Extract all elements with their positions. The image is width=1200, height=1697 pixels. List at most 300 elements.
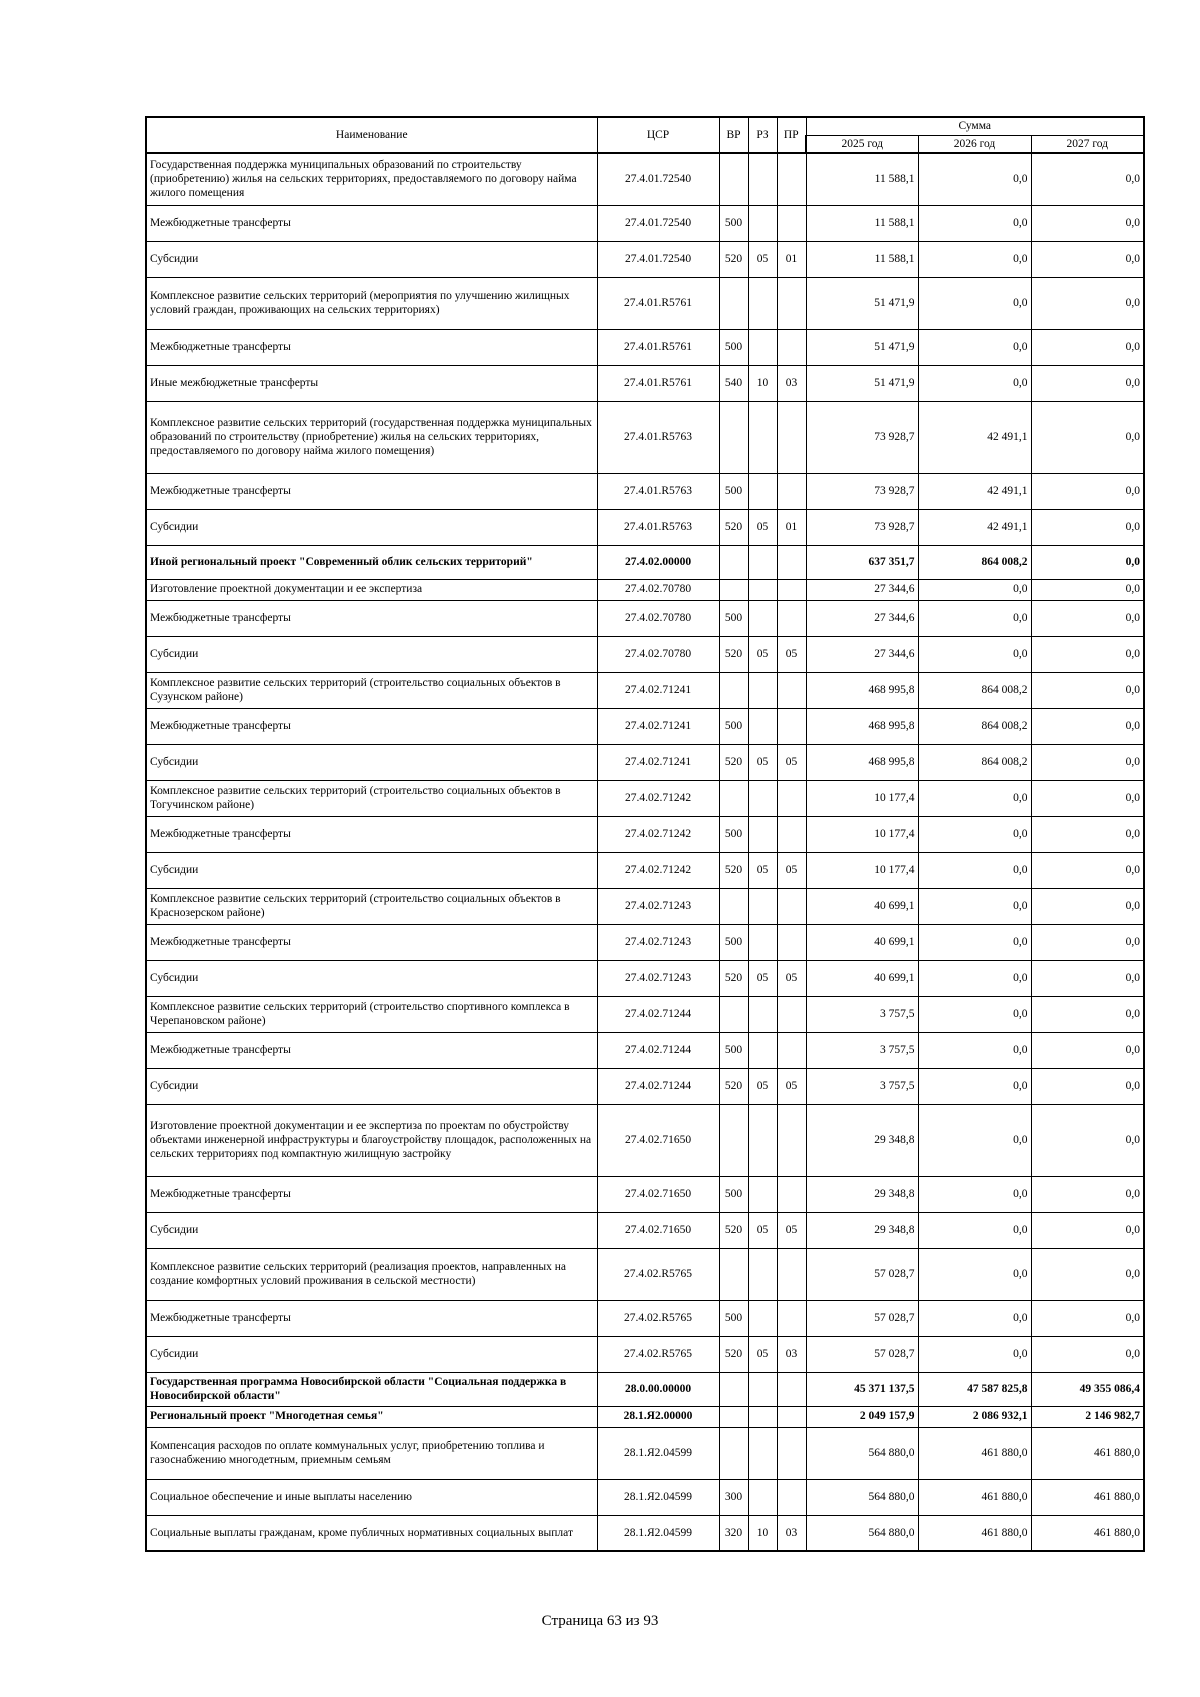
cell-vr: 520 [719,960,748,996]
header-pr: ПР [777,117,806,153]
cell-rz: 10 [748,365,777,401]
cell-y2027: 0,0 [1031,636,1144,672]
cell-y2026: 0,0 [918,1212,1031,1248]
cell-rz: 05 [748,1336,777,1372]
table-row [146,996,1144,1032]
cell-vr: 500 [719,1032,748,1068]
cell-y2025: 57 028,7 [806,1336,918,1372]
cell-vr [719,579,748,600]
cell-name: Социальное обеспечение и иные выплаты населению [146,1479,597,1515]
cell-vr: 520 [719,744,748,780]
cell-name: Субсидии [146,509,597,545]
cell-y2025: 73 928,7 [806,509,918,545]
cell-y2026: 461 880,0 [918,1427,1031,1479]
cell-pr [777,996,806,1032]
cell-csr: 27.4.01.72540 [597,205,719,241]
cell-rz: 05 [748,744,777,780]
cell-name: Комплексное развитие сельских территорий (строительство социальных объектов в Тогучинском районе) [146,780,597,816]
cell-y2027: 0,0 [1031,672,1144,708]
cell-y2027: 0,0 [1031,852,1144,888]
cell-rz [748,672,777,708]
cell-name: Субсидии [146,1336,597,1372]
cell-y2025: 10 177,4 [806,780,918,816]
cell-y2026: 0,0 [918,1248,1031,1300]
cell-y2027: 0,0 [1031,329,1144,365]
cell-y2025: 29 348,8 [806,1212,918,1248]
cell-csr: 27.4.02.70780 [597,600,719,636]
table-row [146,816,1144,852]
cell-name: Комплексное развитие сельских территорий (строительство социальных объектов в Краснозерском районе) [146,888,597,924]
cell-name: Иные межбюджетные трансферты [146,365,597,401]
cell-vr: 500 [719,924,748,960]
cell-pr [777,473,806,509]
cell-csr: 27.4.02.71244 [597,1068,719,1104]
cell-vr: 500 [719,205,748,241]
cell-csr: 27.4.02.71241 [597,708,719,744]
cell-name: Межбюджетные трансферты [146,1300,597,1336]
table-row [146,1372,1144,1406]
header-year-2027: 2027 год [1031,135,1144,153]
cell-y2026: 864 008,2 [918,545,1031,579]
cell-rz [748,1248,777,1300]
cell-y2027: 0,0 [1031,205,1144,241]
header-year-2025: 2025 год [806,135,918,153]
header-rz: РЗ [748,117,777,153]
cell-y2025: 564 880,0 [806,1427,918,1479]
table-row [146,1300,1144,1336]
cell-y2027: 0,0 [1031,1032,1144,1068]
cell-name: Субсидии [146,636,597,672]
cell-y2025: 11 588,1 [806,153,918,205]
table-row [146,579,1144,600]
cell-csr: 27.4.02.71244 [597,996,719,1032]
cell-y2025: 3 757,5 [806,1032,918,1068]
cell-y2025: 2 049 157,9 [806,1406,918,1427]
cell-y2026: 0,0 [918,996,1031,1032]
cell-y2027: 0,0 [1031,1248,1144,1300]
cell-vr [719,545,748,579]
cell-vr: 500 [719,816,748,852]
cell-y2025: 73 928,7 [806,473,918,509]
table-row [146,1068,1144,1104]
cell-csr: 27.4.02.70780 [597,579,719,600]
cell-y2027: 0,0 [1031,924,1144,960]
cell-pr: 01 [777,241,806,277]
cell-y2025: 51 471,9 [806,329,918,365]
table-row [146,708,1144,744]
cell-vr: 520 [719,241,748,277]
cell-y2025: 57 028,7 [806,1248,918,1300]
cell-csr: 27.4.02.00000 [597,545,719,579]
table-row [146,852,1144,888]
cell-name: Межбюджетные трансферты [146,1176,597,1212]
table-row [146,1248,1144,1300]
cell-y2026: 42 491,1 [918,473,1031,509]
cell-y2027: 0,0 [1031,545,1144,579]
cell-y2027: 0,0 [1031,960,1144,996]
cell-y2025: 29 348,8 [806,1176,918,1212]
cell-pr: 03 [777,365,806,401]
cell-name: Иной региональный проект "Современный облик сельских территорий" [146,545,597,579]
cell-csr: 27.4.02.71243 [597,888,719,924]
cell-y2027: 0,0 [1031,708,1144,744]
cell-y2026: 0,0 [918,1176,1031,1212]
cell-y2027: 0,0 [1031,365,1144,401]
cell-name: Комплексное развитие сельских территорий (строительство спортивного комплекса в Черепановском районе) [146,996,597,1032]
cell-rz [748,1479,777,1515]
cell-rz: 05 [748,509,777,545]
cell-y2025: 564 880,0 [806,1479,918,1515]
cell-y2027: 0,0 [1031,1176,1144,1212]
cell-pr: 05 [777,636,806,672]
cell-y2025: 10 177,4 [806,852,918,888]
cell-vr: 500 [719,473,748,509]
cell-vr: 520 [719,1068,748,1104]
cell-rz [748,579,777,600]
cell-y2027: 0,0 [1031,473,1144,509]
cell-vr: 520 [719,1336,748,1372]
cell-y2025: 10 177,4 [806,816,918,852]
cell-vr: 520 [719,509,748,545]
cell-pr [777,205,806,241]
cell-csr: 27.4.02.71243 [597,960,719,996]
cell-rz [748,888,777,924]
cell-name: Комплексное развитие сельских территорий (мероприятия по улучшению жилищных условий граждан, проживающих на сельских территориях) [146,277,597,329]
cell-csr: 27.4.02.R5765 [597,1336,719,1372]
table-row [146,1212,1144,1248]
table-row [146,1032,1144,1068]
cell-y2026: 0,0 [918,852,1031,888]
cell-y2027: 0,0 [1031,780,1144,816]
cell-y2026: 0,0 [918,780,1031,816]
cell-vr: 540 [719,365,748,401]
cell-y2026: 0,0 [918,1300,1031,1336]
cell-name: Межбюджетные трансферты [146,600,597,636]
cell-pr [777,1248,806,1300]
table-row [146,636,1144,672]
cell-y2025: 468 995,8 [806,708,918,744]
cell-y2025: 3 757,5 [806,1068,918,1104]
cell-csr: 27.4.02.R5765 [597,1248,719,1300]
cell-rz [748,329,777,365]
cell-pr: 01 [777,509,806,545]
cell-pr [777,1479,806,1515]
table-row [146,329,1144,365]
table-body [146,153,1144,1551]
cell-y2027: 461 880,0 [1031,1479,1144,1515]
cell-name: Комплексное развитие сельских территорий (государственная поддержка муниципальных образований по строительству (приобретение) жилья на сельских территориях, предоставляемого по договору найма жилого помещения) [146,401,597,473]
cell-pr: 05 [777,1068,806,1104]
cell-name: Субсидии [146,852,597,888]
cell-csr: 27.4.02.70780 [597,636,719,672]
cell-y2026: 461 880,0 [918,1479,1031,1515]
cell-y2025: 637 351,7 [806,545,918,579]
cell-pr [777,1406,806,1427]
table-row [146,365,1144,401]
cell-y2026: 0,0 [918,329,1031,365]
cell-rz: 05 [748,960,777,996]
cell-y2026: 0,0 [918,277,1031,329]
cell-y2026: 0,0 [918,365,1031,401]
cell-rz [748,153,777,205]
cell-y2025: 51 471,9 [806,365,918,401]
cell-y2027: 0,0 [1031,600,1144,636]
cell-vr [719,401,748,473]
cell-y2025: 11 588,1 [806,241,918,277]
cell-name: Межбюджетные трансферты [146,1032,597,1068]
table-row [146,780,1144,816]
cell-csr: 27.4.02.71244 [597,1032,719,1068]
cell-pr [777,579,806,600]
cell-y2027: 0,0 [1031,401,1144,473]
cell-pr [777,153,806,205]
cell-csr: 28.1.Я2.04599 [597,1479,719,1515]
cell-y2026: 864 008,2 [918,672,1031,708]
cell-pr [777,924,806,960]
cell-rz: 05 [748,636,777,672]
cell-y2027: 0,0 [1031,509,1144,545]
cell-name: Компенсация расходов по оплате коммунальных услуг, приобретению топлива и газоснабжению многодетным, приемным семьям [146,1427,597,1479]
cell-y2027: 461 880,0 [1031,1427,1144,1479]
cell-vr [719,1372,748,1406]
cell-pr [777,545,806,579]
table-row [146,401,1144,473]
cell-name: Изготовление проектной документации и ее экспертиза [146,579,597,600]
cell-y2025: 564 880,0 [806,1515,918,1551]
table-row [146,1176,1144,1212]
table-row [146,1479,1144,1515]
cell-pr [777,600,806,636]
cell-vr [719,1248,748,1300]
cell-vr: 500 [719,329,748,365]
cell-name: Государственная поддержка муниципальных образований по строительству (приобретению) жилья на сельских территориях, предоставляемого по договору найма жилого помещения [146,153,597,205]
cell-y2026: 0,0 [918,1068,1031,1104]
cell-vr [719,1104,748,1176]
table-row [146,1336,1144,1372]
cell-name: Субсидии [146,744,597,780]
cell-y2026: 864 008,2 [918,744,1031,780]
cell-pr [777,816,806,852]
table-row [146,241,1144,277]
cell-y2026: 0,0 [918,888,1031,924]
cell-pr [777,1427,806,1479]
cell-pr [777,1032,806,1068]
cell-y2025: 27 344,6 [806,579,918,600]
cell-csr: 27.4.01.R5763 [597,509,719,545]
cell-y2026: 0,0 [918,1336,1031,1372]
cell-name: Межбюджетные трансферты [146,708,597,744]
cell-rz: 05 [748,241,777,277]
cell-y2025: 40 699,1 [806,888,918,924]
cell-rz: 05 [748,1212,777,1248]
cell-rz [748,1176,777,1212]
cell-vr: 500 [719,600,748,636]
cell-y2025: 3 757,5 [806,996,918,1032]
cell-y2026: 0,0 [918,205,1031,241]
cell-y2026: 0,0 [918,924,1031,960]
cell-y2027: 0,0 [1031,744,1144,780]
cell-name: Комплексное развитие сельских территорий (строительство социальных объектов в Сузунском районе) [146,672,597,708]
cell-pr [777,1176,806,1212]
cell-name: Межбюджетные трансферты [146,924,597,960]
cell-csr: 27.4.02.R5765 [597,1300,719,1336]
cell-rz [748,401,777,473]
cell-vr: 500 [719,1300,748,1336]
header-name: Наименование [146,117,597,153]
cell-rz [748,1372,777,1406]
cell-pr [777,780,806,816]
cell-vr [719,277,748,329]
cell-rz [748,996,777,1032]
cell-y2026: 0,0 [918,1104,1031,1176]
cell-rz [748,277,777,329]
cell-name: Субсидии [146,1212,597,1248]
cell-pr [777,1300,806,1336]
cell-y2025: 468 995,8 [806,744,918,780]
cell-csr: 27.4.01.72540 [597,153,719,205]
table-row [146,545,1144,579]
cell-pr: 05 [777,960,806,996]
cell-vr [719,153,748,205]
cell-y2026: 2 086 932,1 [918,1406,1031,1427]
table-row [146,1104,1144,1176]
cell-y2025: 11 588,1 [806,205,918,241]
cell-name: Субсидии [146,1068,597,1104]
cell-csr: 27.4.01.R5763 [597,473,719,509]
cell-y2027: 0,0 [1031,816,1144,852]
cell-csr: 27.4.01.R5763 [597,401,719,473]
cell-name: Межбюджетные трансферты [146,816,597,852]
cell-y2027: 0,0 [1031,888,1144,924]
table-row [146,1427,1144,1479]
cell-pr: 03 [777,1515,806,1551]
cell-vr: 500 [719,708,748,744]
cell-y2026: 47 587 825,8 [918,1372,1031,1406]
table-row [146,672,1144,708]
cell-y2025: 45 371 137,5 [806,1372,918,1406]
table-row [146,1406,1144,1427]
cell-name: Региональный проект "Многодетная семья" [146,1406,597,1427]
cell-pr [777,329,806,365]
cell-y2025: 40 699,1 [806,960,918,996]
cell-vr: 320 [719,1515,748,1551]
table-row [146,744,1144,780]
cell-vr [719,1406,748,1427]
cell-rz: 10 [748,1515,777,1551]
cell-vr [719,996,748,1032]
cell-csr: 27.4.01.72540 [597,241,719,277]
cell-vr: 520 [719,852,748,888]
cell-y2025: 57 028,7 [806,1300,918,1336]
cell-pr [777,888,806,924]
cell-csr: 28.1.Я2.00000 [597,1406,719,1427]
header-year-2026: 2026 год [918,135,1031,153]
cell-vr: 300 [719,1479,748,1515]
cell-pr [777,401,806,473]
cell-y2026: 42 491,1 [918,401,1031,473]
cell-name: Комплексное развитие сельских территорий (реализация проектов, направленных на создание комфортных условий проживания в сельской местности) [146,1248,597,1300]
cell-rz: 05 [748,852,777,888]
cell-pr [777,1372,806,1406]
cell-csr: 28.1.Я2.04599 [597,1427,719,1479]
cell-rz [748,708,777,744]
cell-rz [748,1406,777,1427]
cell-csr: 27.4.02.71650 [597,1212,719,1248]
cell-name: Межбюджетные трансферты [146,473,597,509]
budget-table [145,116,1145,1552]
cell-pr [777,277,806,329]
table-row [146,473,1144,509]
cell-pr: 05 [777,852,806,888]
header-sum: Сумма [806,117,1144,135]
cell-y2026: 0,0 [918,1032,1031,1068]
cell-y2026: 0,0 [918,241,1031,277]
cell-y2026: 0,0 [918,636,1031,672]
cell-y2025: 27 344,6 [806,600,918,636]
cell-name: Субсидии [146,960,597,996]
cell-y2025: 73 928,7 [806,401,918,473]
cell-csr: 27.4.02.71241 [597,744,719,780]
cell-name: Межбюджетные трансферты [146,329,597,365]
cell-vr: 500 [719,1176,748,1212]
cell-rz [748,473,777,509]
cell-csr: 28.0.00.00000 [597,1372,719,1406]
cell-y2027: 0,0 [1031,1104,1144,1176]
table-row [146,509,1144,545]
cell-rz [748,924,777,960]
table-row [146,600,1144,636]
cell-y2026: 0,0 [918,579,1031,600]
cell-csr: 27.4.02.71650 [597,1104,719,1176]
cell-pr: 05 [777,744,806,780]
cell-vr: 520 [719,636,748,672]
table-row [146,153,1144,205]
cell-name: Изготовление проектной документации и ее экспертиза по проектам по обустройству объектами инженерной инфраструктуры и благоустройству площадок, расположенных на сельских территориях под компактную жилищную застройку [146,1104,597,1176]
table-row [146,960,1144,996]
cell-rz [748,600,777,636]
cell-csr: 27.4.02.71241 [597,672,719,708]
cell-csr: 27.4.01.R5761 [597,329,719,365]
cell-y2025: 27 344,6 [806,636,918,672]
cell-y2027: 0,0 [1031,153,1144,205]
cell-csr: 27.4.02.71242 [597,852,719,888]
cell-y2025: 40 699,1 [806,924,918,960]
cell-csr: 27.4.02.71242 [597,816,719,852]
table-row [146,924,1144,960]
table-row [146,1515,1144,1551]
cell-rz [748,816,777,852]
cell-vr [719,672,748,708]
cell-y2027: 0,0 [1031,579,1144,600]
cell-csr: 27.4.02.71243 [597,924,719,960]
cell-vr: 520 [719,1212,748,1248]
cell-y2025: 51 471,9 [806,277,918,329]
cell-vr [719,780,748,816]
cell-rz [748,780,777,816]
cell-csr: 27.4.01.R5761 [597,365,719,401]
cell-y2026: 0,0 [918,153,1031,205]
cell-csr: 27.4.01.R5761 [597,277,719,329]
cell-rz [748,1300,777,1336]
cell-csr: 27.4.02.71650 [597,1176,719,1212]
cell-y2025: 468 995,8 [806,672,918,708]
table-row [146,277,1144,329]
cell-y2027: 2 146 982,7 [1031,1406,1144,1427]
header-vr: ВР [719,117,748,153]
cell-vr [719,888,748,924]
cell-y2026: 42 491,1 [918,509,1031,545]
cell-name: Субсидии [146,241,597,277]
